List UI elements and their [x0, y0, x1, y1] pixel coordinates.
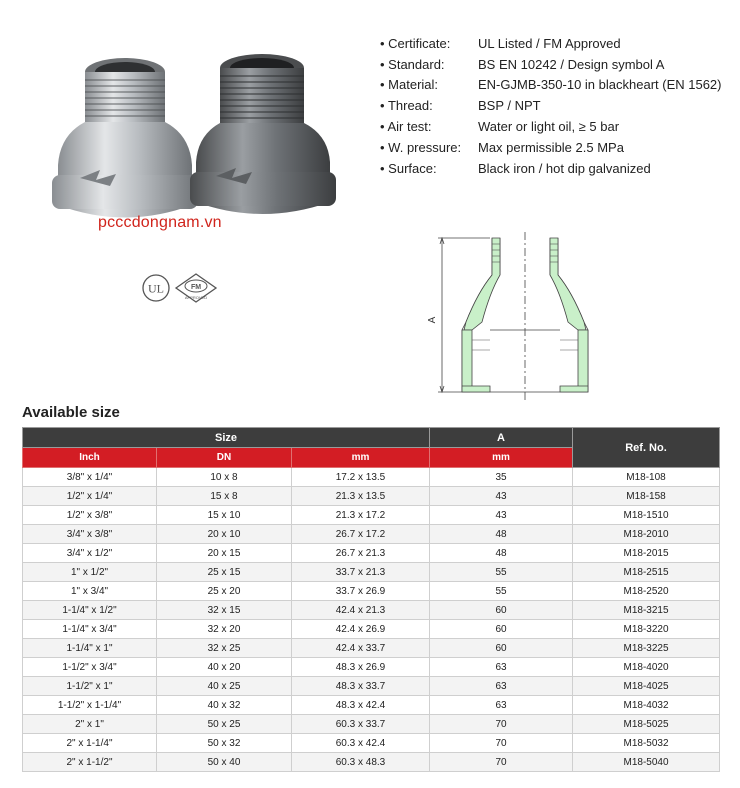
cell-ref: M18-158: [573, 487, 720, 506]
table-row: [23, 734, 720, 753]
table-row: [23, 506, 720, 525]
spec-value: Max permissible 2.5 MPa: [478, 139, 624, 155]
spec-value: UL Listed / FM Approved: [478, 35, 621, 51]
black-fitting: [190, 54, 336, 214]
cell-a: 70: [430, 734, 573, 753]
cell-inch: 3/4" x 3/8": [23, 525, 157, 544]
cell-inch: 2" x 1-1/2": [23, 753, 157, 772]
cell-a: 43: [430, 506, 573, 525]
bullet-icon: •: [380, 160, 389, 176]
cell-ref: M18-2520: [573, 582, 720, 601]
cell-mm: 21.3 x 17.2: [292, 506, 430, 525]
cell-dn: 32 x 15: [157, 601, 292, 620]
cell-mm: 42.4 x 26.9: [292, 620, 430, 639]
product-photo: [40, 30, 350, 245]
table-row: [23, 696, 720, 715]
galvanized-fitting: [52, 58, 198, 218]
cell-a: 55: [430, 582, 573, 601]
section-title: Available size: [22, 404, 120, 421]
header-size-group: Size: [23, 428, 430, 448]
cell-a: 70: [430, 715, 573, 734]
cell-dn: 10 x 8: [157, 468, 292, 487]
cell-inch: 1-1/2" x 1": [23, 677, 157, 696]
spec-value: BS EN 10242 / Design symbol A: [478, 56, 665, 72]
cell-ref: M18-3225: [573, 639, 720, 658]
spec-value: EN-GJMB-350-10 in blackheart (EN 1562): [478, 77, 722, 93]
cell-ref: M18-2010: [573, 525, 720, 544]
cell-a: 60: [430, 601, 573, 620]
table-row: [23, 620, 720, 639]
table-row: [23, 753, 720, 772]
table-row: [23, 487, 720, 506]
spec-label: Standard:: [388, 56, 445, 72]
spec-row: [380, 116, 722, 137]
cell-ref: M18-2015: [573, 544, 720, 563]
table-row: [23, 601, 720, 620]
cell-ref: M18-1510: [573, 506, 720, 525]
cross-section-drawing: [427, 230, 610, 405]
table-row: [23, 544, 720, 563]
cell-a: 63: [430, 677, 573, 696]
spec-row: [380, 75, 722, 96]
spec-value: Black iron / hot dip galvanized: [478, 160, 651, 176]
header-ref-no: Ref. No.: [573, 428, 720, 468]
bullet-icon: •: [380, 56, 389, 72]
cell-a: 48: [430, 544, 573, 563]
cell-mm: 26.7 x 17.2: [292, 525, 430, 544]
cell-dn: 25 x 15: [157, 563, 292, 582]
cell-a: 55: [430, 563, 573, 582]
cell-mm: 60.3 x 48.3: [292, 753, 430, 772]
bullet-icon: •: [380, 77, 389, 93]
certification-logos: [140, 268, 240, 308]
cell-ref: M18-5025: [573, 715, 720, 734]
cell-mm: 48.3 x 26.9: [292, 658, 430, 677]
spec-label-wrap: [380, 119, 478, 134]
spec-value: Water or light oil, ≥ 5 bar: [478, 119, 620, 135]
table-row: [23, 677, 720, 696]
cell-dn: 32 x 25: [157, 639, 292, 658]
header-dn: DN: [157, 448, 292, 468]
cell-ref: M18-5040: [573, 753, 720, 772]
table-row: [23, 582, 720, 601]
cell-mm: 48.3 x 42.4: [292, 696, 430, 715]
cell-dn: 15 x 10: [157, 506, 292, 525]
svg-text:UL: UL: [148, 281, 164, 296]
cell-mm: 17.2 x 13.5: [292, 468, 430, 487]
cell-dn: 50 x 25: [157, 715, 292, 734]
header-inch: Inch: [23, 448, 157, 468]
table-row: [23, 715, 720, 734]
cell-a: 63: [430, 658, 573, 677]
size-table: [22, 427, 720, 772]
spec-row: [380, 95, 722, 116]
cell-ref: M18-3215: [573, 601, 720, 620]
spec-label: W. pressure:: [388, 139, 462, 155]
cell-ref: M18-4025: [573, 677, 720, 696]
table-row: [23, 525, 720, 544]
cell-dn: 25 x 20: [157, 582, 292, 601]
cell-mm: 42.4 x 21.3: [292, 601, 430, 620]
cell-mm: 48.3 x 33.7: [292, 677, 430, 696]
cell-dn: 32 x 20: [157, 620, 292, 639]
cell-inch: 1" x 1/2": [23, 563, 157, 582]
cell-dn: 40 x 25: [157, 677, 292, 696]
table-row: [23, 468, 720, 487]
spec-label: Surface:: [388, 160, 437, 176]
cell-ref: M18-4020: [573, 658, 720, 677]
header-mm: mm: [292, 448, 430, 468]
cell-dn: 20 x 15: [157, 544, 292, 563]
cell-a: 60: [430, 620, 573, 639]
cell-ref: M18-4032: [573, 696, 720, 715]
spec-label: Material:: [388, 77, 439, 93]
cell-inch: 1-1/2" x 1-1/4": [23, 696, 157, 715]
cell-dn: 50 x 40: [157, 753, 292, 772]
spec-label-wrap: [380, 57, 478, 72]
dimension-label: A: [427, 316, 438, 324]
cell-a: 70: [430, 753, 573, 772]
cell-inch: 1-1/4" x 3/4": [23, 620, 157, 639]
spec-row: [380, 137, 722, 158]
cell-a: 60: [430, 639, 573, 658]
cell-inch: 1-1/4" x 1/2": [23, 601, 157, 620]
svg-text:FM: FM: [190, 284, 202, 291]
header-a-mm: mm: [430, 448, 573, 468]
cell-inch: 1-1/4" x 1": [23, 639, 157, 658]
spec-label: Certificate:: [388, 35, 451, 51]
cell-mm: 33.7 x 26.9: [292, 582, 430, 601]
cell-mm: 33.7 x 21.3: [292, 563, 430, 582]
cell-mm: 60.3 x 33.7: [292, 715, 430, 734]
cell-inch: 1" x 3/4": [23, 582, 157, 601]
bullet-icon: •: [380, 139, 389, 155]
spec-label: Thread:: [387, 98, 433, 114]
header-a-group: A: [430, 428, 573, 448]
cell-dn: 15 x 8: [157, 487, 292, 506]
table-row: [23, 639, 720, 658]
fm-approved-logo-icon: [176, 274, 216, 302]
svg-text:APPROVED: APPROVED: [184, 295, 208, 300]
cell-dn: 40 x 32: [157, 696, 292, 715]
table-row: [23, 658, 720, 677]
cell-a: 48: [430, 525, 573, 544]
cell-inch: 1-1/2" x 3/4": [23, 658, 157, 677]
cell-mm: 26.7 x 21.3: [292, 544, 430, 563]
table-row: [23, 563, 720, 582]
spec-label-wrap: [380, 77, 478, 92]
cell-inch: 2" x 1-1/4": [23, 734, 157, 753]
cell-a: 63: [430, 696, 573, 715]
bullet-icon: •: [380, 35, 389, 51]
spec-label-wrap: [380, 161, 478, 176]
cell-inch: 3/8" x 1/4": [23, 468, 157, 487]
spec-label-wrap: [380, 140, 478, 155]
cell-a: 35: [430, 468, 573, 487]
cell-inch: 3/4" x 1/2": [23, 544, 157, 563]
cell-inch: 1/2" x 1/4": [23, 487, 157, 506]
cell-inch: 2" x 1": [23, 715, 157, 734]
ul-logo-icon: [143, 275, 169, 301]
cell-mm: 60.3 x 42.4: [292, 734, 430, 753]
cell-mm: 21.3 x 13.5: [292, 487, 430, 506]
cell-dn: 20 x 10: [157, 525, 292, 544]
spec-row: [380, 158, 722, 179]
cell-mm: 42.4 x 33.7: [292, 639, 430, 658]
bullet-icon: •: [380, 98, 388, 114]
cell-ref: M18-3220: [573, 620, 720, 639]
cell-inch: 1/2" x 3/8": [23, 506, 157, 525]
cell-a: 43: [430, 487, 573, 506]
spec-label-wrap: [380, 36, 478, 51]
cell-ref: M18-5032: [573, 734, 720, 753]
bullet-icon: •: [380, 119, 388, 135]
cell-dn: 50 x 32: [157, 734, 292, 753]
spec-row: [380, 33, 722, 54]
watermark-text: pcccdongnam.vn: [98, 214, 222, 231]
cell-ref: M18-2515: [573, 563, 720, 582]
spec-value: BSP / NPT: [478, 98, 541, 114]
spec-row: [380, 54, 722, 75]
spec-label-wrap: [380, 98, 478, 113]
cell-dn: 40 x 20: [157, 658, 292, 677]
spec-label: Air test:: [387, 119, 432, 135]
spec-list: [380, 33, 722, 179]
cell-ref: M18-108: [573, 468, 720, 487]
